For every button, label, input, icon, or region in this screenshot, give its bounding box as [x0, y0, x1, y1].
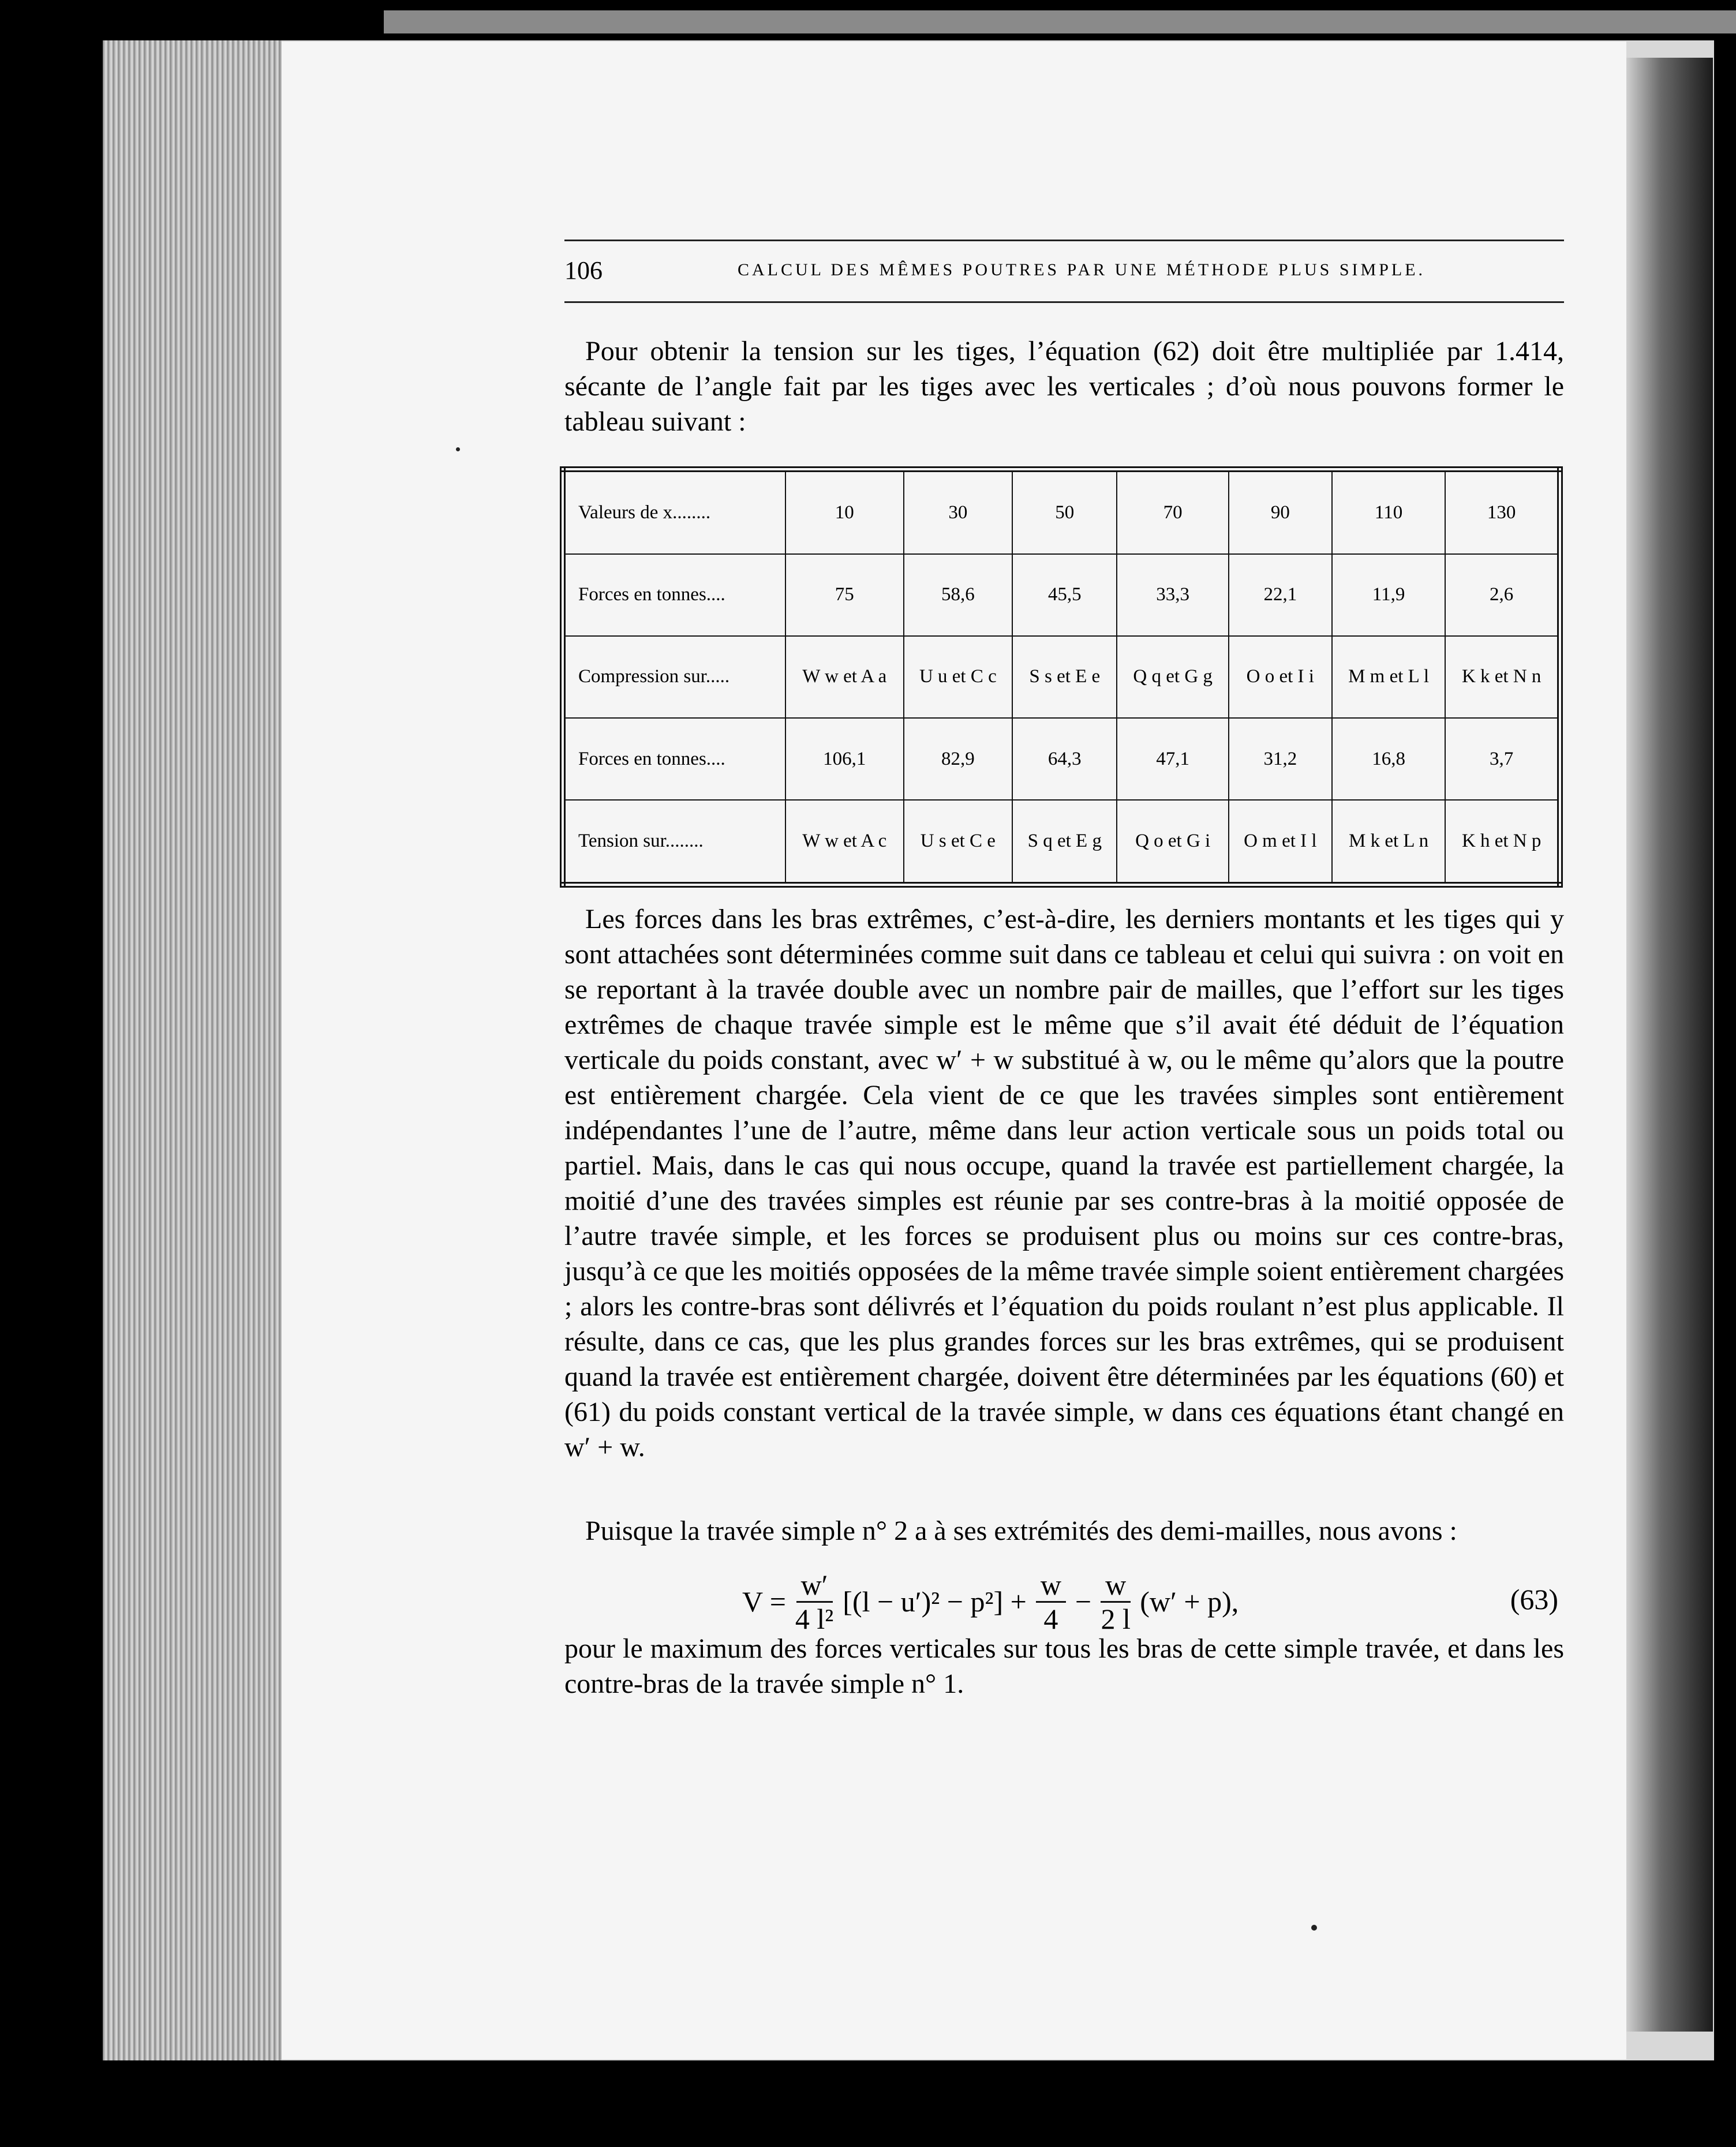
table-cell: M m et L l [1332, 636, 1446, 718]
equation-lhs: V = [742, 1585, 786, 1618]
table-cell: U s et C e [904, 800, 1013, 885]
equation-tail: (w′ + p), [1140, 1585, 1239, 1618]
scan-speck [456, 447, 460, 451]
table-cell: O o et I i [1229, 636, 1332, 718]
table-cell: 64,3 [1012, 718, 1117, 800]
table-row [563, 636, 1560, 718]
table-cell: 30 [904, 469, 1013, 554]
table-row [563, 469, 1560, 554]
fraction-1-numerator: w′ [796, 1569, 833, 1603]
row-label: Forces en tonnes.... [563, 718, 785, 800]
equation-minus: − [1075, 1585, 1092, 1618]
forces-table [560, 466, 1563, 888]
table-cell: K k et N n [1445, 636, 1560, 718]
table-cell: 130 [1445, 469, 1560, 554]
table-cell: 110 [1332, 469, 1446, 554]
fraction-3-numerator: w [1101, 1569, 1131, 1603]
table-cell: W w et A a [785, 636, 904, 718]
table-cell: 47,1 [1117, 718, 1228, 800]
table-row [563, 800, 1560, 885]
right-page-shadow [1626, 58, 1713, 2032]
equation-number: (63) [1510, 1583, 1558, 1615]
table-cell: 22,1 [1229, 554, 1332, 636]
row-label: Valeurs de x........ [563, 469, 785, 554]
page-header [564, 254, 1564, 286]
table-cell: 3,7 [1445, 718, 1560, 800]
table-cell: 33,3 [1117, 554, 1228, 636]
table-cell: K h et N p [1445, 800, 1560, 885]
fraction-3 [1101, 1569, 1131, 1635]
table-cell: 58,6 [904, 554, 1013, 636]
table-cell: O m et I l [1229, 800, 1332, 885]
table-cell: S q et E g [1012, 800, 1117, 885]
table-row [563, 718, 1560, 800]
running-head: CALCUL DES MÊMES POUTRES PAR UNE MÉTHODE PLUS SIMPLE. [737, 260, 1426, 279]
intro-paragraph: Pour obtenir la tension sur les tiges, l’équation (62) doit être multipliée par 1.414, sécante de l’angle fait par les tiges avec les verticales ; d’où nous pouvons former le tableau suivant : [564, 336, 1564, 437]
scan-speck [1311, 1925, 1317, 1931]
table-cell: 82,9 [904, 718, 1013, 800]
fraction-2 [1036, 1569, 1066, 1635]
table-cell: 31,2 [1229, 718, 1332, 800]
page-number: 106 [564, 256, 603, 285]
table-cell: 45,5 [1012, 554, 1117, 636]
table-cell: 11,9 [1332, 554, 1446, 636]
header-rule-top [564, 240, 1564, 241]
table-row [563, 554, 1560, 636]
fraction-1-denominator: 4 l² [795, 1602, 834, 1635]
table-cell: 2,6 [1445, 554, 1560, 636]
lead-in-paragraph: Puisque la travée simple n° 2 a à ses extrémités des demi-mailles, nous avons : [585, 1516, 1457, 1546]
fraction-2-denominator: 4 [1043, 1602, 1058, 1635]
closing-paragraph: pour le maximum des forces verticales sur tous les bras de cette simple travée, et dans les contre-bras de la travée simple n° 1. [564, 1633, 1564, 1699]
page-edges [103, 40, 282, 2060]
fraction-3-denominator: 2 l [1101, 1602, 1131, 1635]
equation-bracket-term: [(l − u′)² − p²] + [843, 1585, 1027, 1618]
table-cell: Q o et G i [1117, 800, 1228, 885]
table-cell: 50 [1012, 469, 1117, 554]
table-cell: 106,1 [785, 718, 904, 800]
scan-top-edge [384, 10, 1736, 33]
fraction-2-numerator: w [1036, 1569, 1066, 1603]
table-cell: 70 [1117, 469, 1228, 554]
body-paragraph: Les forces dans les bras extrêmes, c’est-à-dire, les derniers montants et les tiges qui y sont attachées sont déterminées comme suit dans ce tableau et celui qui suivra : on voit en se reportant à la travée double avec un nombre pair de mailles, que l’effort sur les tiges extrêmes de chaque travée simple est le même que s’il avait été déduit de l’équation verticale du poids constant, avec w′ + w substitué à w, ou le même qu’alors que la poutre est entièrement chargée. Cela vient de ce que les travées simples sont entièrement indépendantes l’une de l’autre, même dans leur action verticale sous un poids total ou partiel. Mais, dans le cas qui nous occupe, quand la travée est partiellement chargée, la moitié d’une des travées simples est réunie par ses contre-bras à la moitié opposée de l’autre travée simple, et les forces se produisent plus ou moins sur ces contre-bras, jusqu’à ce que les moitiés opposées de la même travée simple soient entièrement chargées ; alors les contre-bras sont délivrés et l’équation du poids roulant n’est plus applicable. Il résulte, dans ce cas, que les plus grandes forces sur les bras extrêmes, qui se produisent quand la travée est entièrement chargée, doivent être déterminées par les équations (60) et (61) du poids constant vertical de la travée simple, w dans ces équations étant changé en w′ + w. [564, 904, 1564, 1462]
table-cell: U u et C c [904, 636, 1013, 718]
row-label: Compression sur..... [563, 636, 785, 718]
table-cell: 75 [785, 554, 904, 636]
table-cell: 10 [785, 469, 904, 554]
fraction-1 [795, 1569, 833, 1635]
table-cell: S s et E e [1012, 636, 1117, 718]
table-cell: 16,8 [1332, 718, 1446, 800]
header-rule-bottom [564, 301, 1564, 303]
row-label: Tension sur........ [563, 800, 785, 885]
table-cell: Q q et G g [1117, 636, 1228, 718]
table-cell: M k et L n [1332, 800, 1446, 885]
row-label: Forces en tonnes.... [563, 554, 785, 636]
table-cell: 90 [1229, 469, 1332, 554]
table-cell: W w et A c [785, 800, 904, 885]
